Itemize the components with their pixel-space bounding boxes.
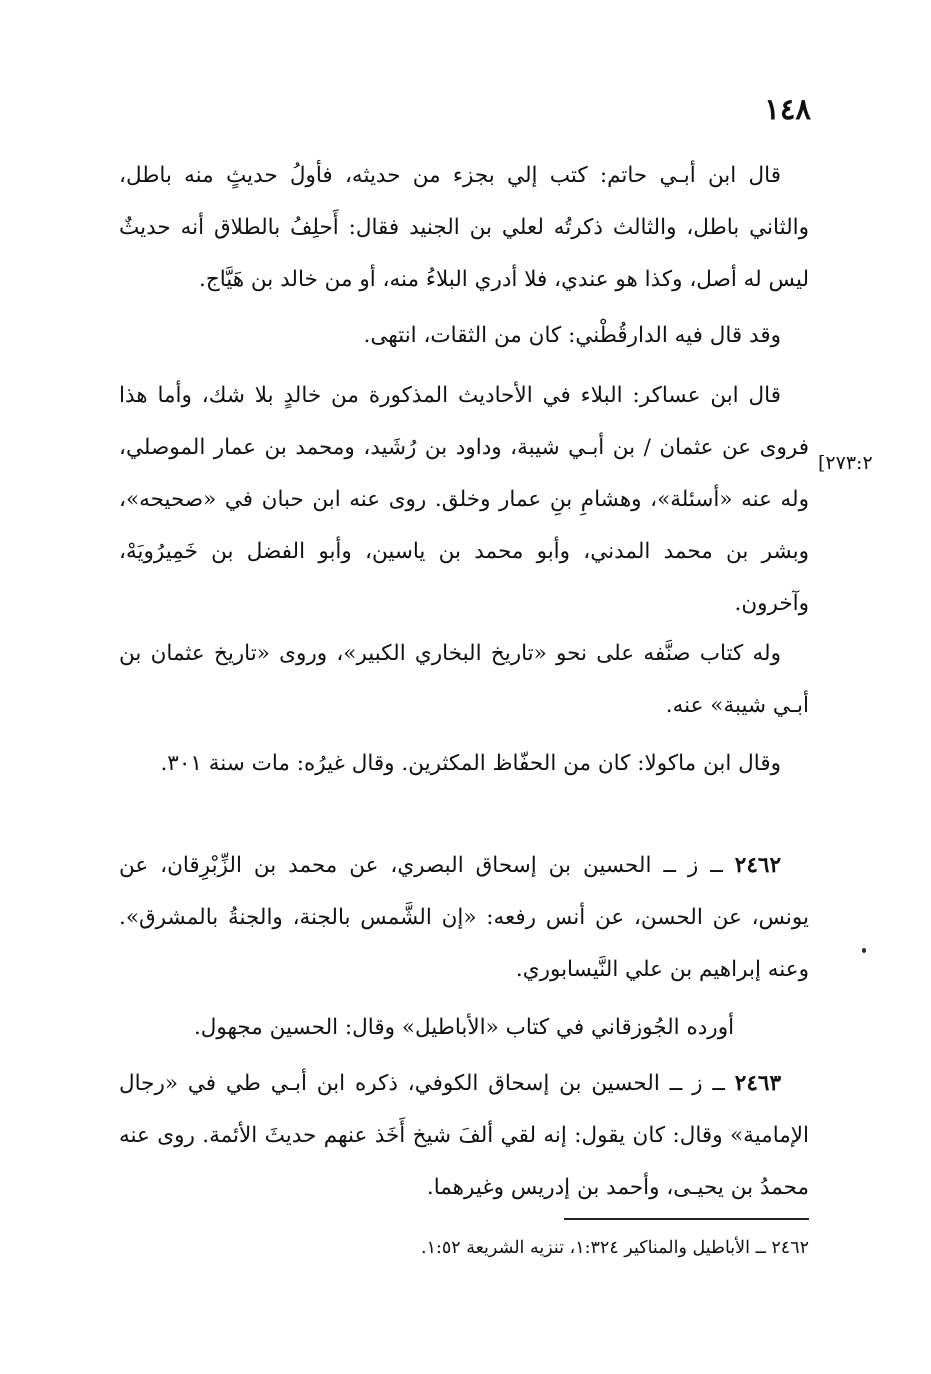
footnote-divider: [564, 1218, 809, 1220]
paragraph-ibn-makula: وقال ابن ماكولا: كان من الحفّاظ المكثرين. وقال غيرُه: مات سنة ٣٠١.: [160, 751, 781, 776]
entry-text: ــ ز ــ الحسين بن إسحاق البصري، عن محمد بن الزِّبْرِقان، عن يونس، عن الحسن، عن أنس رفعه: «إن الشَّمس بالجنة، والجنةُ بالمشرق». وعنه إبراهيم بن علي النَّيسابوري.: [119, 853, 809, 982]
paragraph-ibn-abi-hatim: قال ابن أبـي حاتم: كتب إلي بجزء من حديثه، فأولُ حديثٍ منه باطل، والثاني باطل، والثالث ذكرتُه لعلي بن الجنيد فقال: أَحلِفُ بالطلاق أنه حديثٌ ليس له أصل، وكذا هو عندي، فلا أدري البلاءُ منه، أو من خالد بن هَيَّاج.: [119, 163, 809, 292]
page-number: ١٤٨: [764, 92, 811, 126]
entry-text: ــ ز ــ الحسين بن إسحاق الكوفي، ذكره ابن أبـي طي في «رجال الإمامية» وقال: كان يقول: إنه لقي ألفَ شيخ أَخَذ عنهم حديثَ الأئمة. روى عنه محمدُ بن يحيـى، وأحمد بن إدريس وغيرهما.: [119, 1071, 809, 1200]
paragraph-ibn-asakir: قال ابن عساكر: البلاء في الأحاديث المذكورة من خالدٍ بلا شك، وأما هذا فروى عن عثمان / بن أبـي شيبة، وداود بن رُشَيد، ومحمد بن عمار الموصلي، وله عنه «أسئلة»، وهشامِ بنِ عمار وخلق. روى عنه ابن حبان في «صحيحه»، وبشر بن محمد المدني، وأبو محمد بن ياسين، وأبو الفضل بن خَمِيرُويَهْ، وآخرون.: [119, 383, 809, 616]
paragraph-juzqani: أورده الجُوزقاني في كتاب «الأباطيل» وقال: الحسين مجهول.: [193, 1015, 735, 1040]
entry-number: ٢٤٦٢: [734, 853, 781, 878]
entry-2462: [119, 840, 809, 996]
footnote: ٢٤٦٢ ــ الأباطيل والمناكير ١:٣٢٤، تنزيه الشريعة ١:٥٢.: [420, 1238, 809, 1258]
scan-speck: [862, 948, 866, 953]
entry-2463: [119, 1058, 809, 1214]
paragraph-kitab: وله كتاب صنَّفه على نحو «تاريخ البخاري الكبير»، وروى «تاريخ عثمان بن أبـي شيبة» عنه.: [119, 641, 809, 718]
entry-number: ٢٤٦٣: [734, 1071, 781, 1096]
paragraph-daraqutni: وقد قال فيه الدارقُطْني: كان من الثقات، انتهى.: [363, 323, 781, 348]
margin-volume-reference: [٢٧٣:٢: [818, 452, 873, 474]
